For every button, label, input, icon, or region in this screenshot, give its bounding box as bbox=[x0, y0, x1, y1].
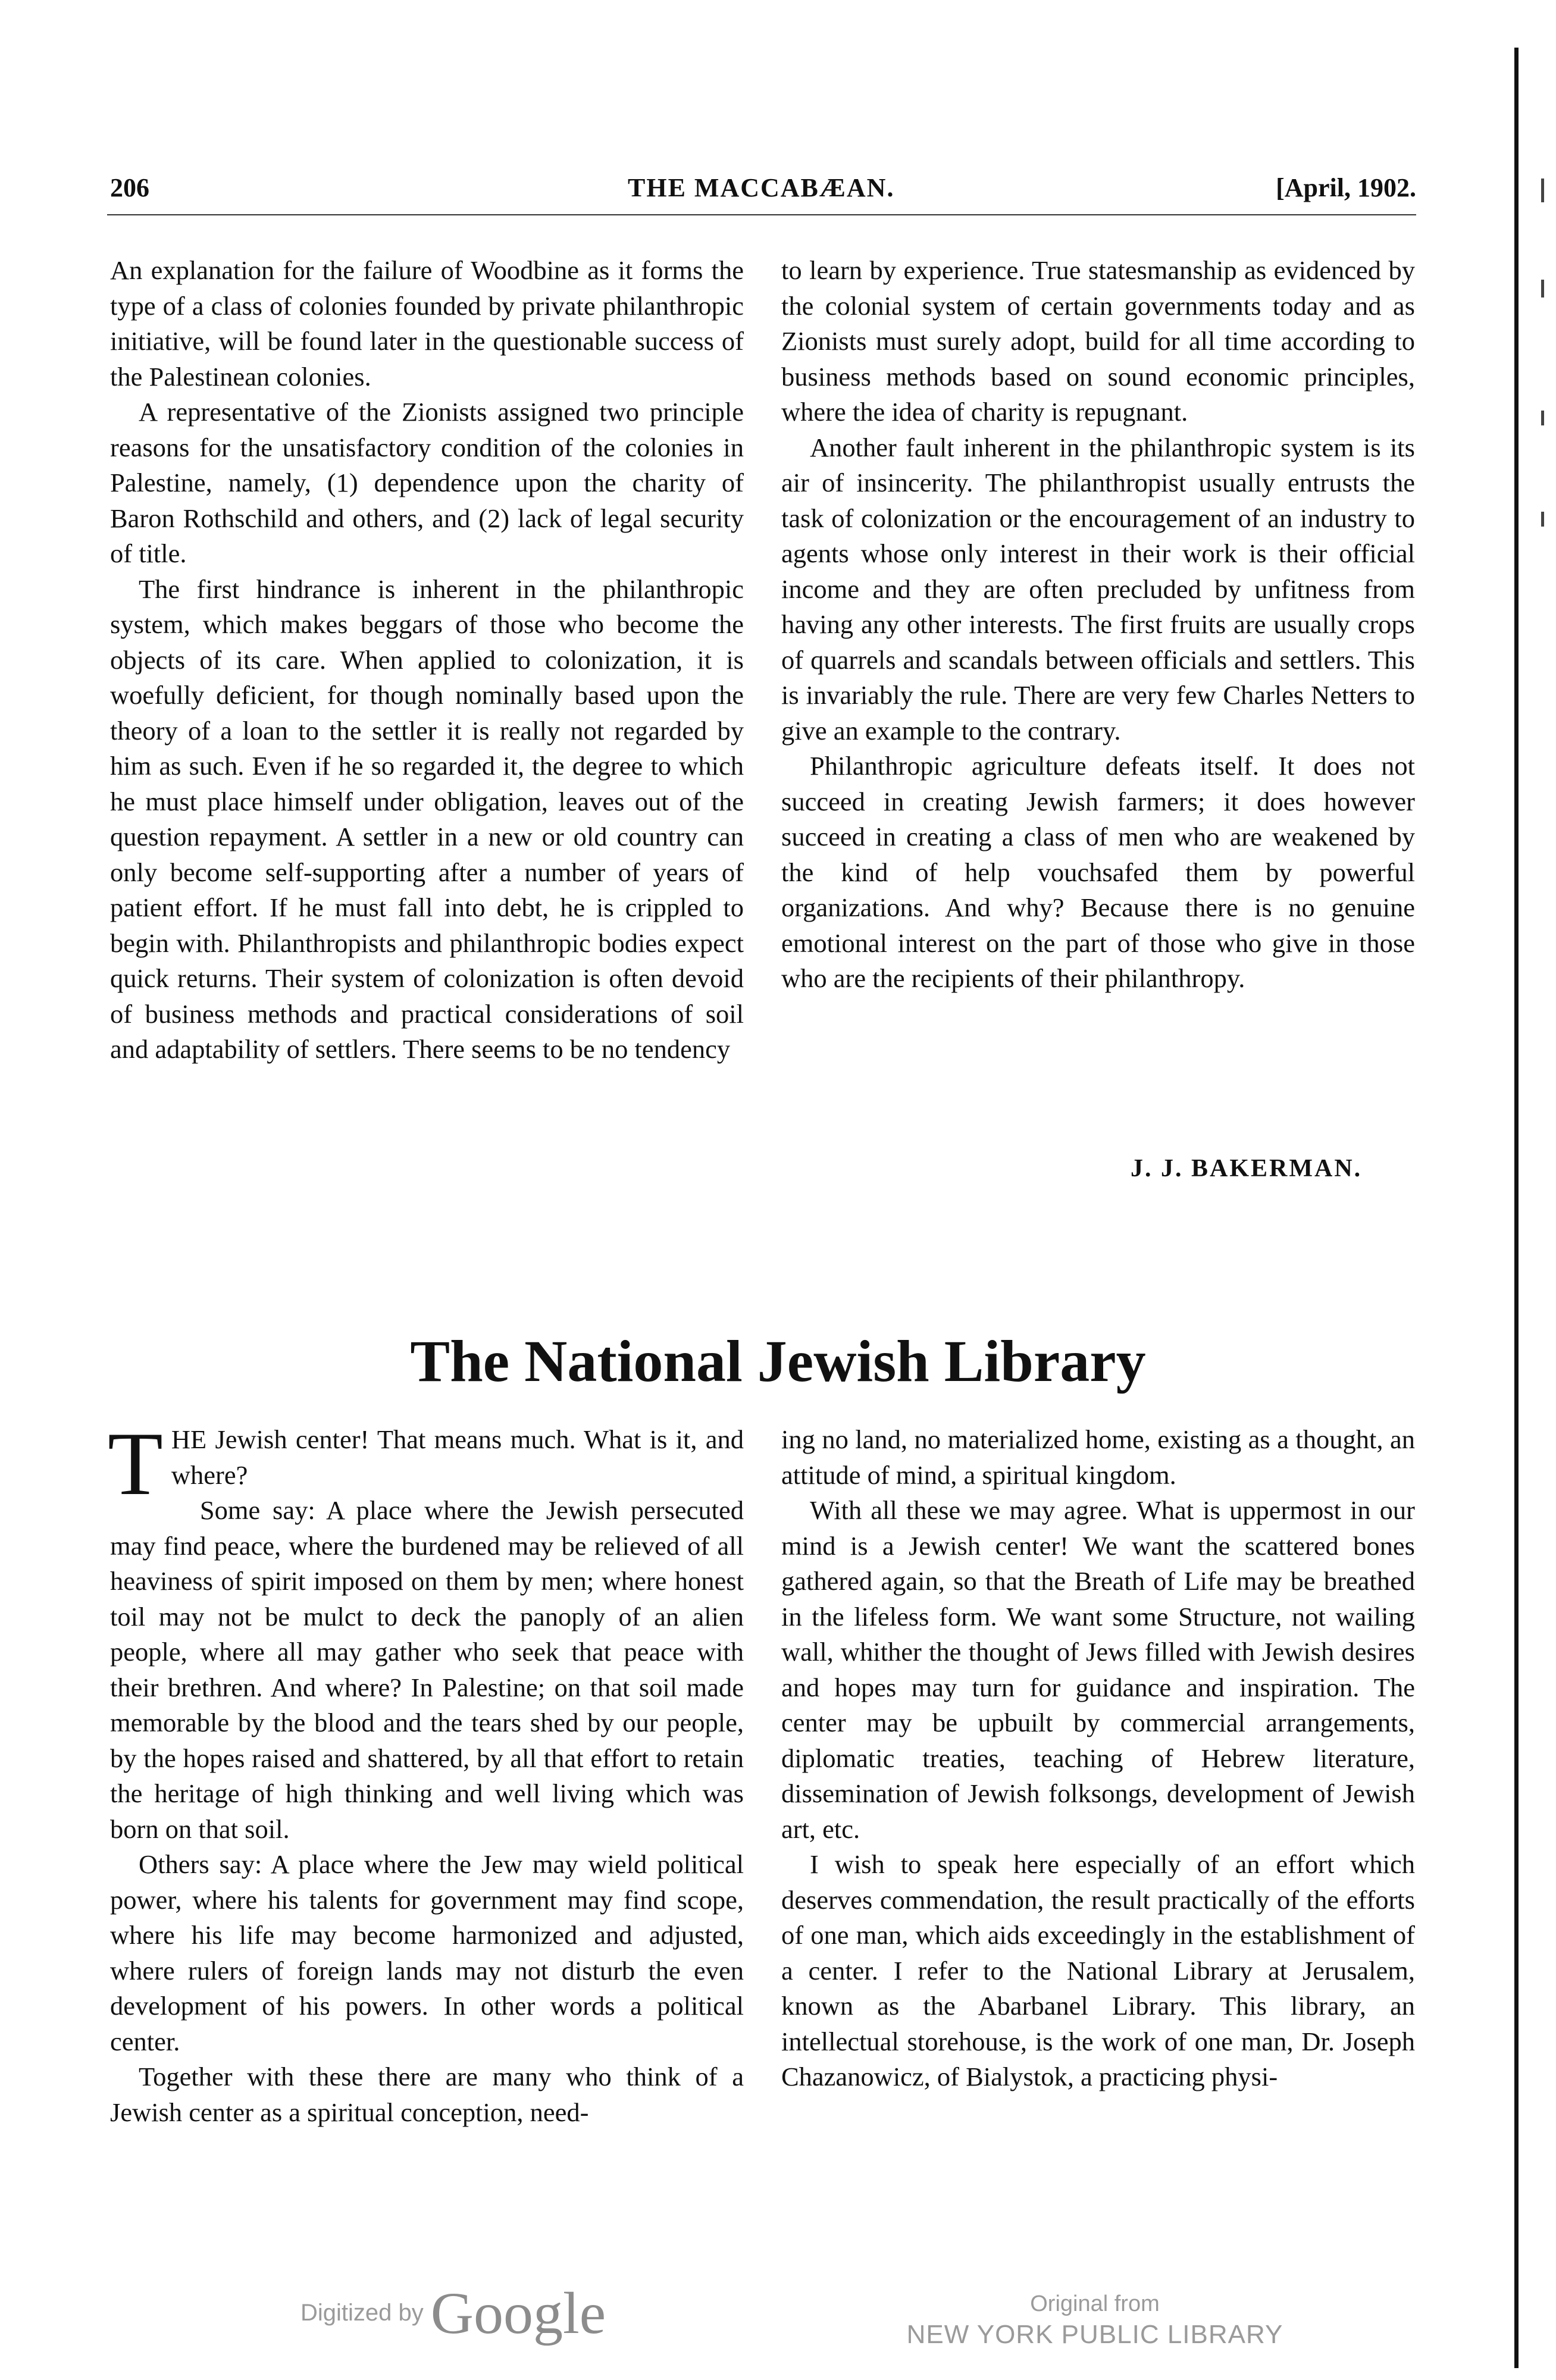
journal-title: THE MACCABÆAN. bbox=[628, 173, 895, 202]
edge-mark bbox=[1541, 280, 1544, 298]
paragraph: Another fault inherent in the philanthropic system is its air of insincerity. The philanthropist usually entrusts the task of colonization or the encouragement of an industry to agents whose only interest in their work is their official income and they are often precluded by unfitness from having any other interests. The first fruits are usually crops of quarrels and scandals between officials and settlers. This is invariably the rule. There are very few Charles Netters to give an example to the contrary. bbox=[781, 432, 1415, 746]
paragraph: A representative of the Zionists assigned two principle reasons for the unsatisfactory condition of the colonies in Palestine, namely, (1) dependence upon the charity of Baron Rothschild and others, and (2) lack of legal security of title. bbox=[110, 397, 744, 568]
page-binding-edge bbox=[1514, 48, 1519, 2368]
edge-mark bbox=[1541, 411, 1544, 425]
digitized-by-watermark bbox=[300, 2279, 606, 2347]
library-name: NEW YORK PUBLIC LIBRARY bbox=[906, 2320, 1283, 2349]
article2-column-right bbox=[781, 1422, 1415, 2095]
paragraph: Philanthropic agriculture defeats itself. It does not succeed in creating Jewish farmers; it does however succeed in creating a class of men who are weakened by the kind of help vouchsafed them by powerful organizations. And why? Because there is no genuine emotional interest on the part of those who give in those who are the recipients of their philanthropy. bbox=[781, 751, 1415, 993]
opening-paragraph bbox=[108, 1414, 744, 1514]
paragraph: to learn by experience. True statesmanship as evidenced by the colonial system of certain governments today and as Zionists must surely adopt, build for all time according to business methods based on sound economic principles, where the idea of charity is repugnant. bbox=[781, 255, 1415, 427]
article2-column-left bbox=[108, 1414, 744, 2130]
article1-column-right bbox=[781, 253, 1415, 997]
paragraph: An explanation for the failure of Woodbine as it forms the type of a class of colonies founded by private philanthropic initiative, will be found later in the questionable success of the Palestinean colonies. bbox=[110, 255, 744, 392]
google-logo: Google bbox=[430, 2280, 606, 2346]
source-watermark bbox=[881, 2290, 1309, 2351]
paragraph: Together with these there are many who think of a Jewish center as a spiritual conception, need- bbox=[110, 2062, 744, 2127]
opening-text: HE Jewish center! That means much. What is it, and where? bbox=[171, 1424, 744, 1490]
paragraph: ing no land, no materialized home, existing as a thought, an attitude of mind, a spiritual kingdom. bbox=[781, 1424, 1415, 1490]
edge-mark bbox=[1541, 512, 1544, 527]
page-number: 206 bbox=[110, 173, 149, 202]
running-header bbox=[110, 173, 1416, 208]
author-signature: J. J. BAKERMAN. bbox=[1131, 1155, 1363, 1182]
paragraph: With all these we may agree. What is uppermost in our mind is a Jewish center! We want the scattered bones gathered again, so that the Breath of Life may be breathed in the lifeless form. We want some Structure, not wailing wall, whither the thought of Jews filled with Jewish desires and hopes may turn for guidance and inspiration. The center may be upbuilt by commercial arrangements, diplomatic treaties, teaching of Hebrew literature, dissemination of Jewish folksongs, development of Jewish art, etc. bbox=[781, 1495, 1415, 1844]
paragraph: Others say: A place where the Jew may wield political power, where his talents for government may find scope, where his life may become harmonized and adjusted, where rulers of foreign lands may not disturb the even development of his powers. In other words a political center. bbox=[110, 1849, 744, 2056]
digitized-by-label: Digitized by bbox=[300, 2300, 424, 2326]
article1-column-left bbox=[110, 253, 744, 1067]
original-from-label: Original from bbox=[1030, 2291, 1160, 2316]
edge-mark bbox=[1541, 178, 1544, 202]
paragraph: I wish to speak here especially of an effort which deserves commendation, the result practically of the efforts of one man, which aids exceedingly in the establishment of a center. I refer to the National Library at Jerusalem, known as the Abarbanel Library. This library, an intellectual storehouse, is the work of one man, Dr. Joseph Chazanowicz, of Bialystok, a practicing physi- bbox=[781, 1849, 1415, 2091]
paragraph: The first hindrance is inherent in the philanthropic system, which makes beggars of those who become the objects of its care. When applied to colonization, it is woefully deficient, for though nominally based upon the theory of a loan to the settler it is really not regarded by him as such. Even if he so regarded it, the degree to which he must place himself under obligation, leaves out of the question repayment. A settler in a new or old country can only become self-supporting after a number of years of patient effort. If he must fall into debt, he is crippled to begin with. Philanthropists and philanthropic bodies expect quick returns. Their system of colonization is often devoid of business methods and practical considerations of soil and adaptability of settlers. There seems to be no tendency bbox=[110, 574, 744, 1064]
issue-date: [April, 1902. bbox=[1276, 173, 1416, 202]
header-rule bbox=[107, 214, 1416, 215]
paragraph: Some say: A place where the Jewish persecuted may find peace, where the burdened may be relieved of all heaviness of spirit imposed on them by men; where honest toil may not be mulct to deck the panoply of an alien people, where all may gather who seek that peace with their brethren. And where? In Palestine; on that soil made memorable by the blood and the tears shed by our people, by the hopes raised and shattered, by all that effort to retain the heritage of high thinking and well living which was born on that soil. bbox=[110, 1495, 744, 1844]
article-title: The National Jewish Library bbox=[410, 1328, 1146, 1394]
drop-cap: T bbox=[108, 1414, 163, 1514]
